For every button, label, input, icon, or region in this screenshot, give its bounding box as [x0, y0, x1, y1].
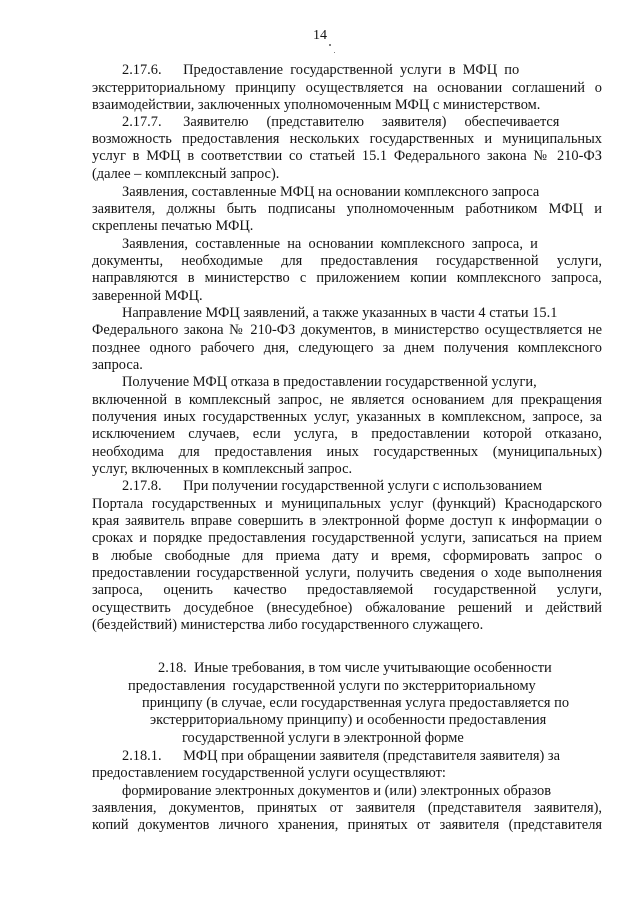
- text-line: услуг, включенных в комплексный запрос.: [92, 461, 353, 477]
- text-line: услуг в МФЦ в соответствии со статьей 15.1 Федерального закона № 210-ФЗ: [92, 148, 602, 164]
- text-line: запроса.: [92, 357, 143, 373]
- text-line: скреплены печатью МФЦ.: [92, 218, 254, 234]
- text-line: осуществить досудебное (внесудебное) обжалование решений и действий: [92, 600, 602, 616]
- text-line: возможность предоставления нескольких государственных и муниципальных: [92, 131, 602, 147]
- section-heading: экстерриториальному принципу) и особенности предоставления: [150, 712, 547, 728]
- text-line: 2.17.6. Предоставление государственной услуги в МФЦ по: [122, 62, 520, 78]
- text-line: заявителя, должны быть подписаны уполномоченным работником МФЦ и: [92, 201, 602, 217]
- text-line: Направление МФЦ заявлений, а также указанных в части 4 статьи 15.1: [122, 305, 558, 321]
- text-line: Заявления, составленные на основании комплексного запроса, и: [122, 236, 538, 252]
- text-line: 2.18.1. МФЦ при обращении заявителя (представителя заявителя) за: [122, 748, 560, 764]
- section-heading: принципу (в случае, если государственная услуга предоставляется по: [142, 695, 570, 711]
- text-line: Заявления, составленные МФЦ на основании комплексного запроса: [122, 184, 540, 200]
- text-line: направляются в министерство с приложением копии комплексного запроса,: [92, 270, 602, 286]
- text-line: в любые свободные для приема дату и время, сформировать запрос о: [92, 548, 602, 564]
- text-line: Портала государственных и муниципальных услуг (функций) Краснодарского: [92, 496, 602, 512]
- text-line: запроса, оценить качество предоставляемой государственной услуги,: [92, 582, 602, 598]
- text-line: заверенной МФЦ.: [92, 288, 203, 304]
- text-line: позднее одного рабочего дня, следующего за днем получения комплексного: [92, 340, 602, 356]
- section-heading: государственной услуги в электронной форме: [182, 730, 464, 746]
- text-line: сроках и порядке предоставления государственной услуги, записаться на прием: [92, 530, 602, 546]
- text-line: предоставлением государственной услуги осуществляют:: [92, 765, 446, 781]
- text-line: получения иных государственных услуг, указанных в комплексном, запросе, за: [92, 409, 602, 425]
- text-line: Федерального закона № 210-ФЗ документов, в министерство осуществляется не: [92, 322, 602, 338]
- text-line: заявления, документов, принятых от заявителя (представителя заявителя),: [92, 800, 602, 816]
- text-line: исключением случаев, если услуга, в предоставлении которой отказано,: [92, 426, 602, 442]
- text-line: предоставлении государственной услуги, получить сведения о ходе выполнения: [92, 565, 602, 581]
- section-heading: предоставления государственной услуги по экстерриториальному: [128, 678, 536, 694]
- text-line: копий документов личного хранения, принятых от заявителя (представителя: [92, 817, 602, 833]
- text-line: необходима для предоставления иных государственных (муниципальных): [92, 444, 602, 460]
- text-line: 2.17.7. Заявителю (представителю заявителя) обеспечивается: [122, 114, 560, 130]
- text-line: Получение МФЦ отказа в предоставлении государственной услуги,: [122, 374, 537, 390]
- text-line: (бездействий) министерства либо государственного служащего.: [92, 617, 484, 633]
- text-line: включенной в комплексный запрос, не является основанием для прекращения: [92, 392, 602, 408]
- text-line: документы, необходимые для предоставления государственной услуги,: [92, 253, 602, 269]
- text-line: экстерриториальному принципу осуществляется на основании соглашений о: [92, 80, 602, 96]
- text-line: (далее – комплексный запрос).: [92, 166, 280, 182]
- text-line: формирование электронных документов и (или) электронных образов: [122, 783, 552, 799]
- text-line: взаимодействии, заключенных уполномоченным МФЦ с министерством.: [92, 97, 541, 113]
- scan-speck: [334, 52, 335, 53]
- section-heading: 2.18. Иные требования, в том числе учитывающие особенности: [158, 660, 552, 676]
- page-number: 14: [313, 28, 327, 43]
- text-line: края заявитель вправе совершить в электронной форме доступ к информации о: [92, 513, 602, 529]
- scan-speck: [329, 44, 331, 46]
- text-line: 2.17.8. При получении государственной услуги с использованием: [122, 478, 542, 494]
